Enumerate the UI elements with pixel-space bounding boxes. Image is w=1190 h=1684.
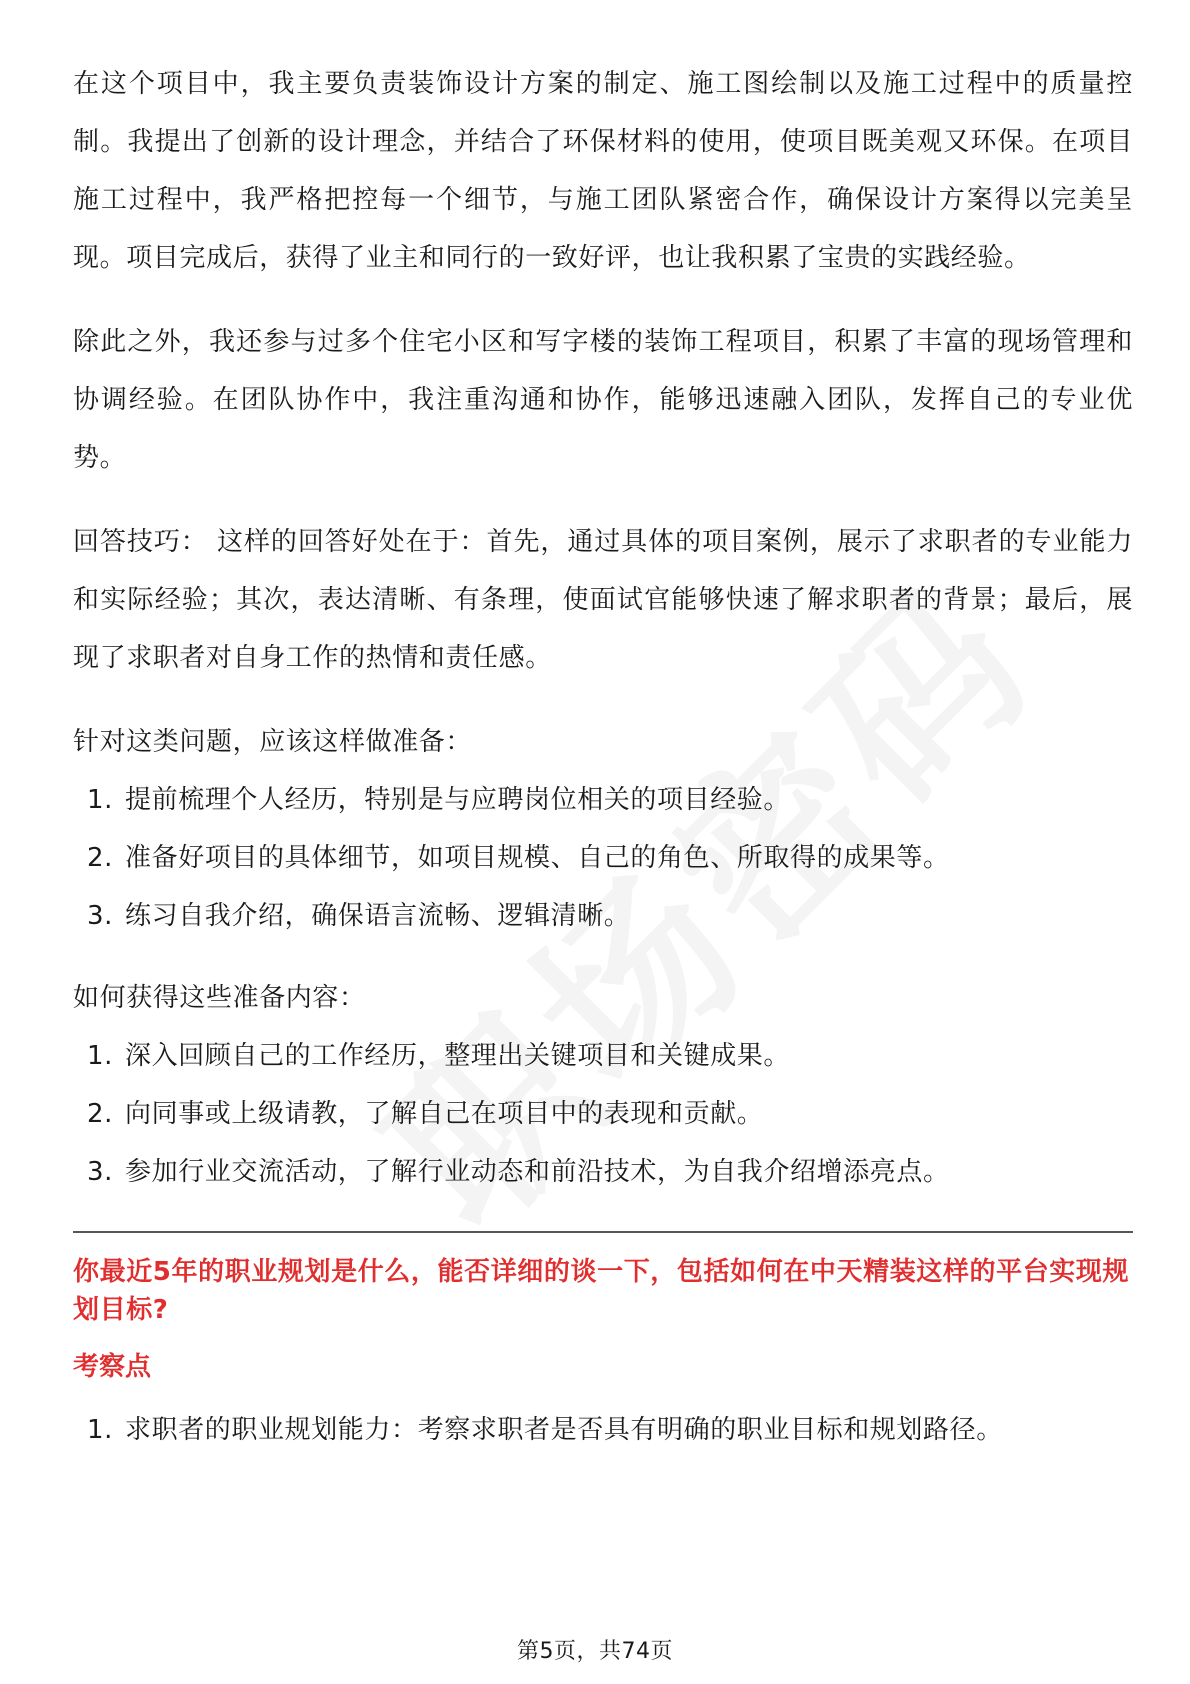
obtain-list [73, 1027, 1133, 1201]
list-number: 3. [87, 901, 114, 931]
paragraph-other-projects: 除此之外，我还参与过多个住宅小区和写字楼的装饰工程项目，积累了丰富的现场管理和协调经验。在团队协作中，我注重沟通和协作，能够迅速融入团队，发挥自己的专业优势。 [73, 327, 1133, 473]
document-page [73, 55, 1133, 1459]
list-item [73, 1143, 1133, 1201]
list-number: 1. [87, 785, 114, 815]
list-text: 提前梳理个人经历，特别是与应聘岗位相关的项目经验。 [125, 785, 791, 815]
list-item [73, 829, 1133, 887]
obtain-heading: 如何获得这些准备内容： [73, 983, 366, 1013]
list-text: 求职者的职业规划能力：考察求职者是否具有明确的职业目标和规划路径。 [125, 1415, 1003, 1445]
paragraph-answer-tips: 回答技巧： 这样的回答好处在于：首先，通过具体的项目案例，展示了求职者的专业能力和实际经验；其次，表达清晰、有条理，使面试官能够快速了解求职者的背景；最后，展现了求职者对自身工作的热情和责任感。 [73, 527, 1133, 673]
paragraph-project-role: 在这个项目中，我主要负责装饰设计方案的制定、施工图绘制以及施工过程中的质量控制。我提出了创新的设计理念，并结合了环保材料的使用，使项目既美观又环保。在项目施工过程中，我严格把控每一个细节，与施工团队紧密合作，确保设计方案得以完美呈现。项目完成后，获得了业主和同行的一致好评，也让我积累了宝贵的实践经验。 [73, 69, 1133, 273]
question-title: 你最近5年的职业规划是什么，能否详细的谈一下，包括如何在中天精装这样的平台实现规划目标? [73, 1257, 1130, 1325]
list-number: 3. [87, 1157, 114, 1187]
prep-heading: 针对这类问题，应该这样做准备： [73, 727, 473, 757]
list-text: 深入回顾自己的工作经历，整理出关键项目和关键成果。 [125, 1041, 791, 1071]
question-points-list [73, 1401, 1133, 1459]
prep-section [73, 713, 1133, 945]
section-divider [73, 1231, 1133, 1233]
obtain-section [73, 969, 1133, 1201]
list-text: 练习自我介绍，确保语言流畅、逻辑清晰。 [125, 901, 631, 931]
list-item [73, 1027, 1133, 1085]
list-text: 准备好项目的具体细节，如项目规模、自己的角色、所取得的成果等。 [125, 843, 950, 873]
prep-list [73, 771, 1133, 945]
list-item [73, 1401, 1133, 1459]
list-text: 向同事或上级请教，了解自己在项目中的表现和贡献。 [125, 1099, 764, 1129]
list-number: 1. [87, 1041, 114, 1071]
list-text: 参加行业交流活动，了解行业动态和前沿技术，为自我介绍增添亮点。 [125, 1157, 950, 1187]
list-item [73, 887, 1133, 945]
list-number: 1. [87, 1415, 114, 1445]
question-sub-heading: 考察点 [73, 1352, 152, 1382]
page-footer: 第5页，共74页 [517, 1639, 673, 1664]
list-item [73, 771, 1133, 829]
list-item [73, 1085, 1133, 1143]
list-number: 2. [87, 843, 114, 873]
question-section [73, 1253, 1133, 1459]
list-number: 2. [87, 1099, 114, 1129]
